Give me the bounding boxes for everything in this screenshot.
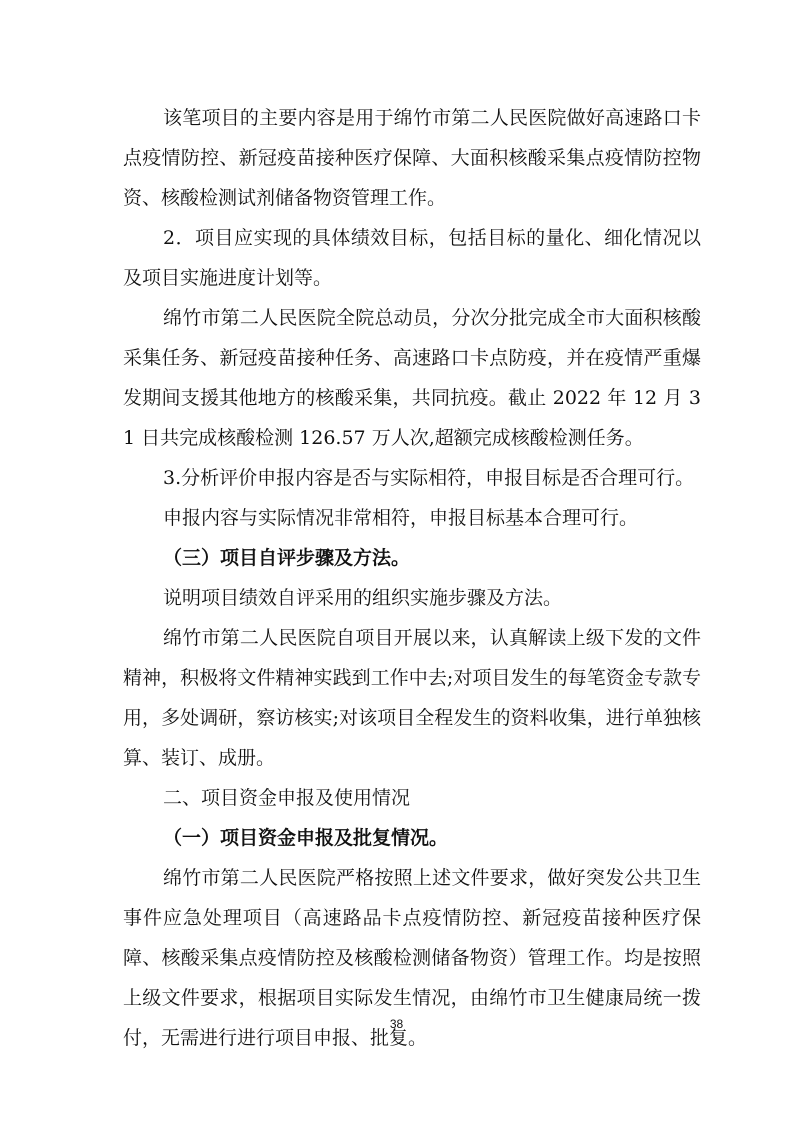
paragraph-funding-application-detail: 绵竹市第二人民医院严格按照上述文件要求，做好突发公共卫生事件应急处理项目（高速路品卡点疫情防控、新冠疫苗接种医疗保障、核酸采集点疫情防控及核酸检测储备物资）管理工作。均是按照上级文件要求，根据项目实际发生情况，由绵竹市卫生健康局统一拨付，无需进行进行项目申报、批复。 <box>123 867 701 1049</box>
paragraph-project-content: 该笔项目的主要内容是用于绵竹市第二人民医院做好高速路口卡点疫情防控、新冠疫苗接种医疗保障、大面积核酸采集点疫情防控物资、核酸检测试剂储备物资管理工作。 <box>123 107 701 209</box>
paragraph-self-evaluation-intro: 说明项目绩效自评采用的组织实施步骤及方法。 <box>163 587 563 609</box>
section-heading-self-evaluation: （三）项目自评步骤及方法。 <box>163 547 411 569</box>
paragraph-performance-goals-heading: 2．项目应实现的具体绩效目标，包括目标的量化、细化情况以及项目实施进度计划等。 <box>123 227 701 289</box>
paragraph-performance-goals-detail: 绵竹市第二人民医院全院总动员，分次分批完成全市大面积核酸采集任务、新冠疫苗接种任务、高速路口卡点防疫，并在疫情严重爆发期间支援其他地方的核酸采集，共同抗疫。截止 2022 年 12 月 31 日共完成核酸检测 126.57 万人次,超额完成核酸检测任务。 <box>123 307 701 449</box>
paragraph-evaluation-answer: 申报内容与实际情况非常相符，申报目标基本合理可行。 <box>163 507 639 529</box>
page-number: 38 <box>389 1017 404 1031</box>
section-heading-funding: 二、项目资金申报及使用情况 <box>163 787 411 809</box>
paragraph-evaluation-question: 3.分析评价申报内容是否与实际相符，申报目标是否合理可行。 <box>163 467 695 489</box>
section-heading-funding-application: （一）项目资金申报及批复情况。 <box>163 827 449 849</box>
document-body <box>123 98 701 1058</box>
paragraph-self-evaluation-detail: 绵竹市第二人民医院自项目开展以来，认真解读上级下发的文件精神，积极将文件精神实践到工作中去;对项目发生的每笔资金专款专用，多处调研，察访核实;对该项目全程发生的资料收集，进行单独核算、装订、成册。 <box>123 627 701 769</box>
